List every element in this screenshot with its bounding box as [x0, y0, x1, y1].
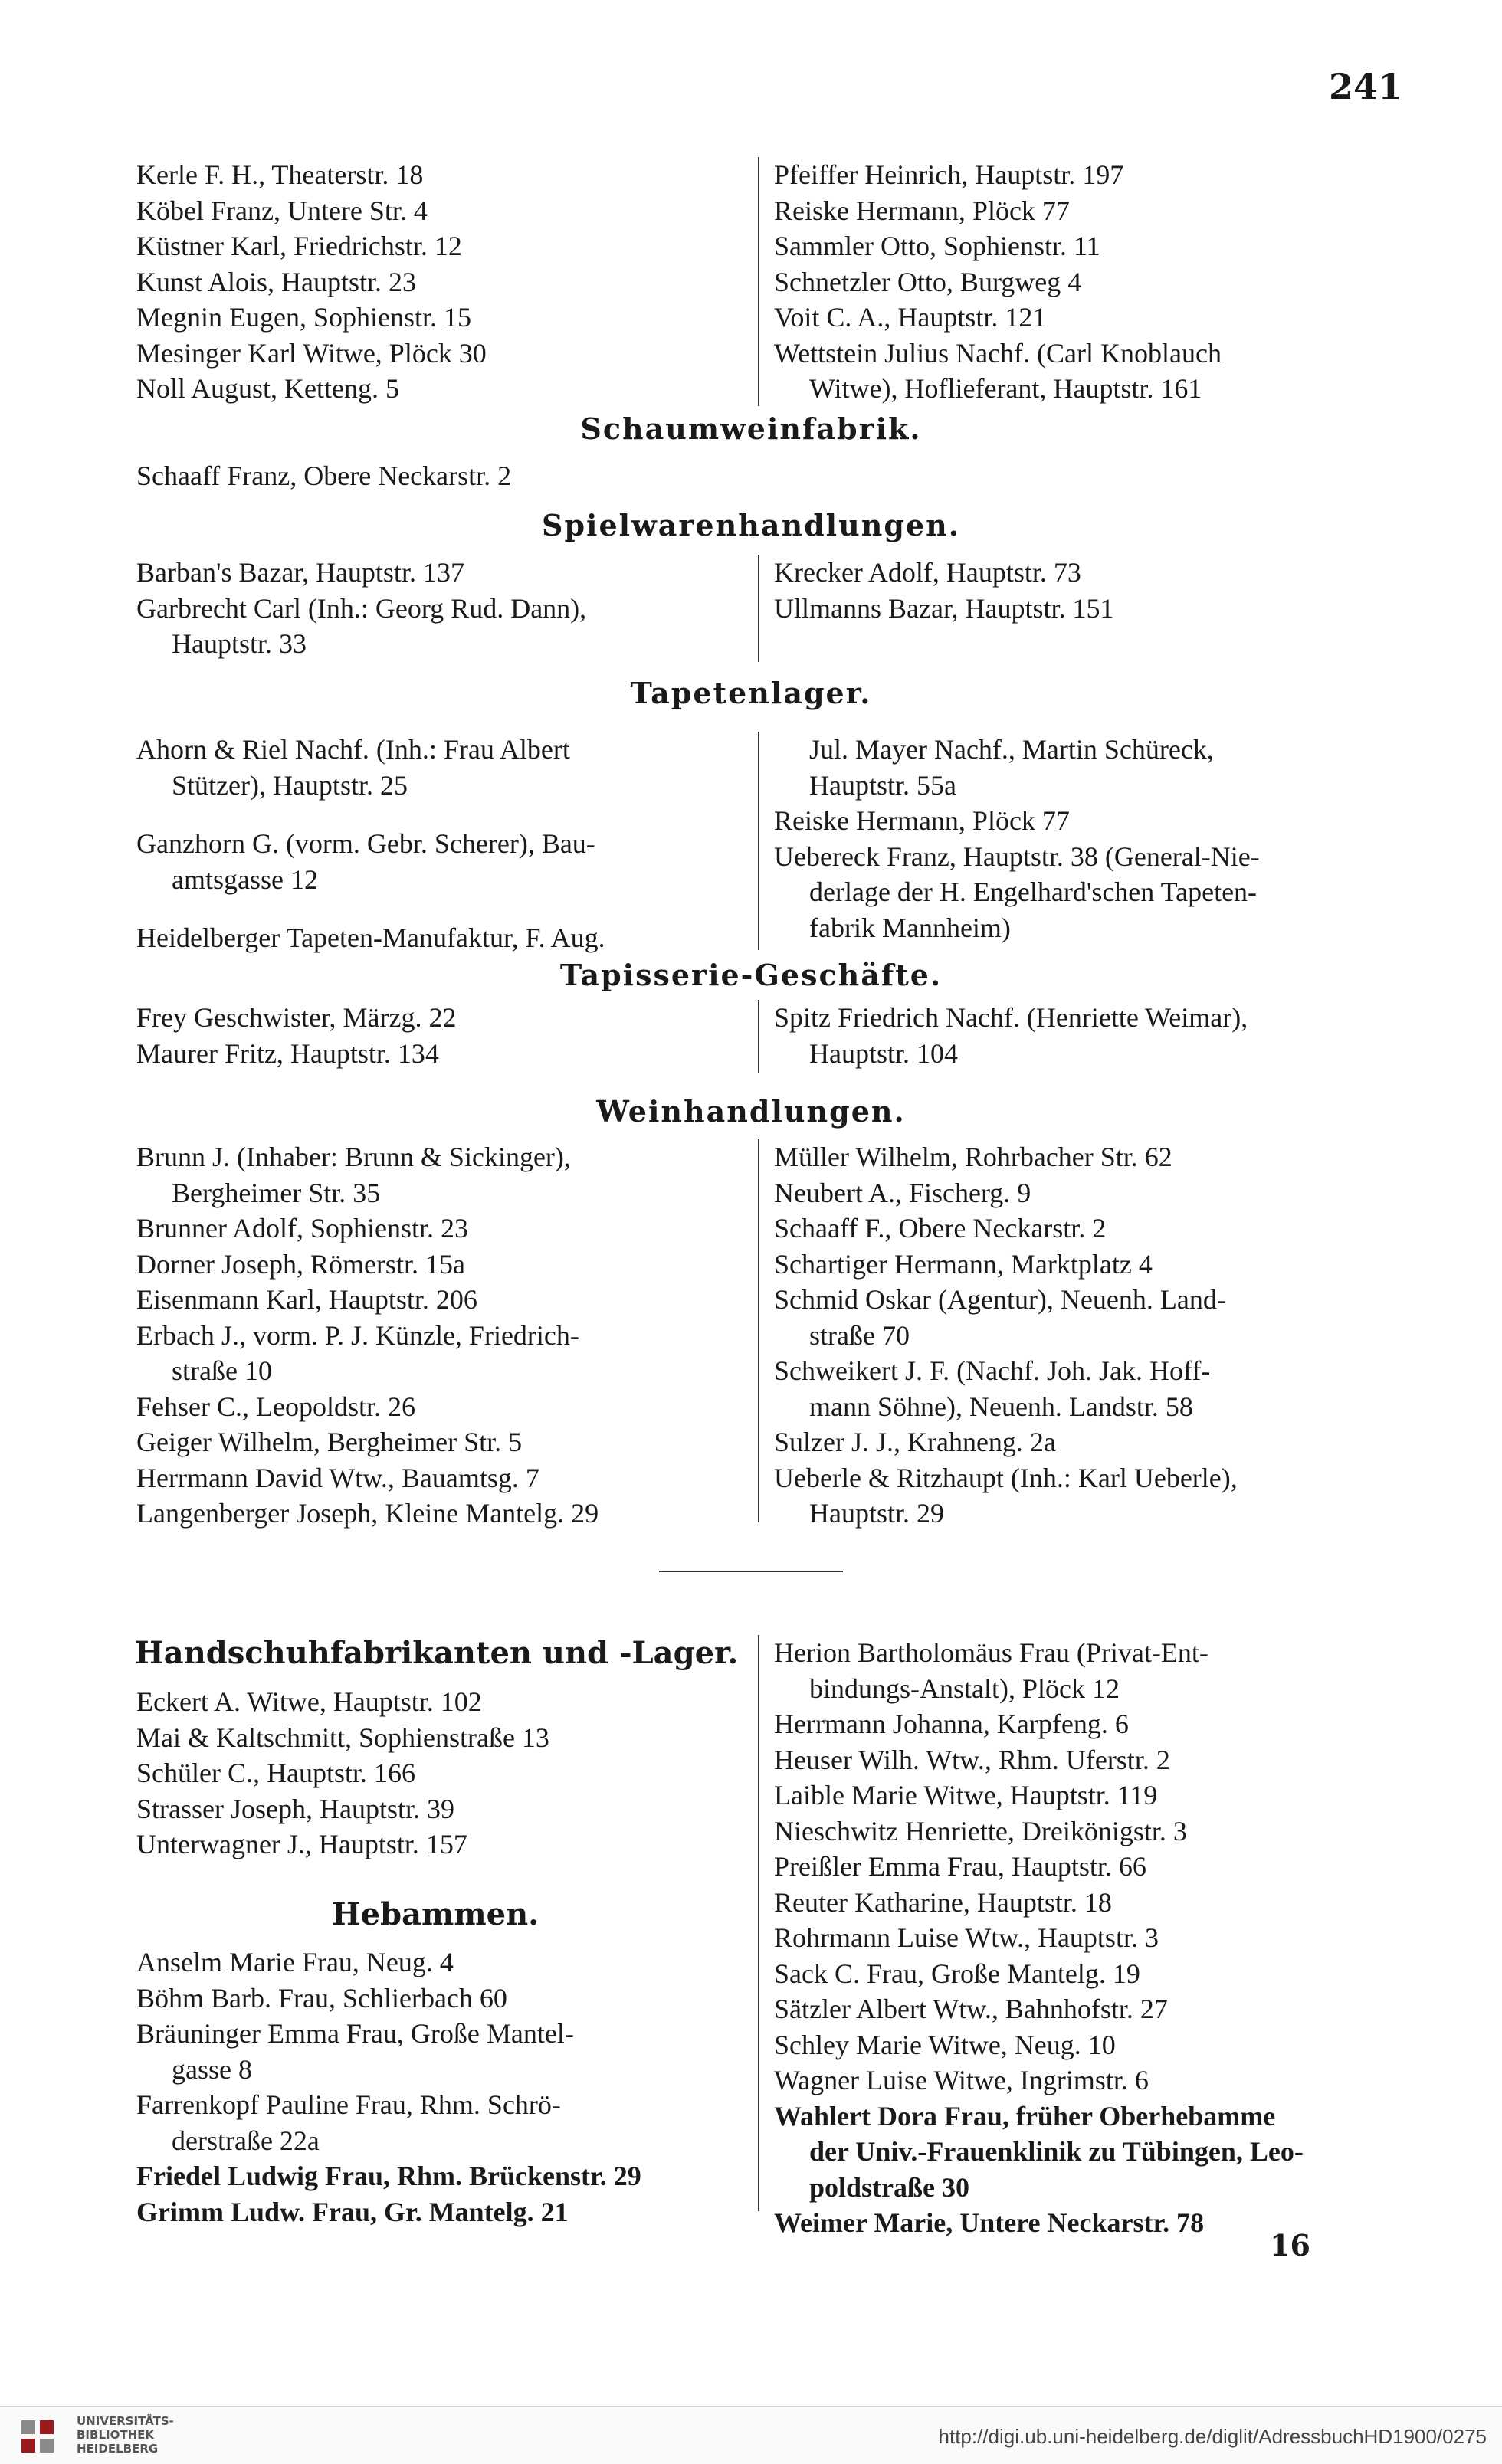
list-item: poldstraße 30: [809, 2171, 970, 2203]
list-item: Weimer Marie, Untere Neckarstr. 78: [774, 2207, 1205, 2238]
wein-right: [774, 1139, 1410, 1532]
section-heading-hebammen: Hebammen.: [331, 1896, 539, 1932]
list-item: Brunner Adolf, Sophienstr. 23: [136, 1213, 468, 1243]
schaumwein-list: [136, 458, 749, 494]
list-item: Fehser C., Leopoldstr. 26: [136, 1391, 415, 1422]
handschuh-list: [136, 1684, 749, 1863]
list-item: Frey Geschwister, Märzg. 22: [136, 1002, 457, 1033]
tapisserie-left: [136, 1000, 749, 1071]
list-item: Schley Marie Witwe, Neug. 10: [774, 2029, 1116, 2060]
list-item: Schnetzler Otto, Burgweg 4: [774, 266, 1082, 297]
top-list-left: [136, 157, 749, 407]
tapeten-right: [774, 732, 1410, 945]
list-item: Küstner Karl, Friedrichstr. 12: [136, 231, 462, 261]
section-heading-schaumwein: Schaumweinfabrik.: [580, 411, 922, 446]
list-item: Eckert A. Witwe, Hauptstr. 102: [136, 1686, 482, 1717]
list-item: Wahlert Dora Frau, früher Oberhebamme: [774, 2100, 1276, 2131]
list-item: fabrik Mannheim): [809, 912, 1011, 943]
list-item: Reuter Katharine, Hauptstr. 18: [774, 1886, 1112, 1918]
list-item: Farrenkopf Pauline Frau, Rhm. Schrö-: [136, 2089, 561, 2120]
list-item: Schartiger Hermann, Marktplatz 4: [774, 1248, 1153, 1280]
list-item: amtsgasse 12: [172, 863, 318, 895]
list-item: Hauptstr. 29: [809, 1498, 944, 1529]
source-url-link[interactable]: http://digi.ub.uni-heidelberg.de/diglit/AdressbuchHD1900/0275: [938, 2425, 1487, 2448]
list-item: Ahorn & Riel Nachf. (Inh.: Frau Albert: [136, 734, 570, 765]
list-item: Hauptstr. 33: [172, 628, 307, 659]
logo-line: UNIVERSITÄTS-: [77, 2414, 174, 2428]
section-heading-wein: Weinhandlungen.: [596, 1094, 906, 1129]
list-item: gasse 8: [172, 2053, 252, 2085]
list-item: Ueberle & Ritzhaupt (Inh.: Karl Ueberle),: [774, 1462, 1238, 1493]
list-item: Schweikert J. F. (Nachf. Joh. Jak. Hoff-: [774, 1355, 1211, 1386]
list-item: derlage der H. Engelhard'schen Tapeten-: [809, 876, 1258, 907]
list-item: Laible Marie Witwe, Hauptstr. 119: [774, 1780, 1158, 1810]
list-item: Unterwagner J., Hauptstr. 157: [136, 1829, 467, 1859]
list-item: Heidelberger Tapeten-Manufaktur, F. Aug.: [136, 922, 605, 953]
list-item: Dorner Joseph, Römerstr. 15a: [136, 1248, 465, 1280]
spielwaren-left: [136, 555, 749, 662]
list-item: Noll August, Ketteng. 5: [136, 373, 399, 404]
list-item: Schmid Oskar (Agentur), Neuenh. Land-: [774, 1284, 1226, 1315]
spielwaren-right: [774, 555, 1410, 626]
column-divider: [758, 555, 759, 662]
list-item: Megnin Eugen, Sophienstr. 15: [136, 302, 471, 333]
list-item: Bräuninger Emma Frau, Große Mantel-: [136, 2018, 574, 2049]
section-heading-tapisserie: Tapisserie-Geschäfte.: [559, 958, 943, 992]
hebammen-right: [774, 1635, 1410, 2241]
list-item: Brunn J. (Inhaber: Brunn & Sickinger),: [136, 1142, 571, 1172]
column-divider: [758, 1139, 759, 1522]
list-item: Barban's Bazar, Hauptstr. 137: [136, 557, 464, 588]
list-item: Wettstein Julius Nachf. (Carl Knoblauch: [774, 337, 1222, 369]
list-item: Voit C. A., Hauptstr. 121: [774, 302, 1047, 333]
list-item: Strasser Joseph, Hauptstr. 39: [136, 1793, 454, 1824]
list-item: bindungs-Anstalt), Plöck 12: [809, 1673, 1120, 1704]
list-item: Heuser Wilh. Wtw., Rhm. Uferstr. 2: [774, 1744, 1170, 1775]
column-divider: [758, 1000, 759, 1073]
list-item: Erbach J., vorm. P. J. Künzle, Friedrich-: [136, 1319, 579, 1351]
column-divider: [758, 1635, 759, 2211]
list-item: Nieschwitz Henriette, Dreikönigstr. 3: [774, 1815, 1187, 1846]
list-item: Spitz Friedrich Nachf. (Henriette Weimar),: [774, 1002, 1248, 1033]
list-item: Jul. Mayer Nachf., Martin Schüreck,: [809, 734, 1214, 765]
list-item: Rohrmann Luise Wtw., Hauptstr. 3: [774, 1922, 1159, 1953]
list-item: Geiger Wilhelm, Bergheimer Str. 5: [136, 1427, 523, 1457]
list-item: Köbel Franz, Untere Str. 4: [136, 195, 428, 226]
list-item: Kerle F. H., Theaterstr. 18: [136, 159, 424, 190]
list-item: Sätzler Albert Wtw., Bahnhofstr. 27: [774, 1994, 1168, 2024]
section-heading-tapeten: Tapetenlager.: [630, 676, 872, 710]
list-item: Herrmann Johanna, Karpfeng. 6: [774, 1709, 1129, 1739]
list-item: Preißler Emma Frau, Hauptstr. 66: [774, 1851, 1146, 1882]
list-item: Hauptstr. 55a: [809, 769, 956, 801]
list-item: Ganzhorn G. (vorm. Gebr. Scherer), Bau-: [136, 828, 595, 859]
list-item: Grimm Ludw. Frau, Gr. Mantelg. 21: [136, 2196, 569, 2227]
library-logo-text: [77, 2414, 174, 2456]
library-logo-icon: [17, 2416, 60, 2459]
list-item: Langenberger Joseph, Kleine Mantelg. 29: [136, 1498, 599, 1529]
list-item: Friedel Ludwig Frau, Rhm. Brückenstr. 29: [136, 2161, 641, 2191]
top-list-right: [774, 157, 1410, 407]
logo-line: HEIDELBERG: [77, 2442, 159, 2456]
section-heading-handschuh: Handschuhfabrikanten und -Lager.: [135, 1635, 739, 1671]
list-item: Maurer Fritz, Hauptstr. 134: [136, 1037, 439, 1069]
list-item: straße 10: [172, 1355, 272, 1386]
column-divider: [758, 157, 759, 406]
section-heading-spielwaren: Spielwarenhandlungen.: [542, 508, 960, 542]
list-item: Reiske Hermann, Plöck 77: [774, 805, 1070, 836]
tapisserie-right: [774, 1000, 1410, 1071]
list-item: Herrmann David Wtw., Bauamtsg. 7: [136, 1462, 539, 1493]
list-item: Anselm Marie Frau, Neug. 4: [136, 1947, 454, 1977]
list-item: Pfeiffer Heinrich, Hauptstr. 197: [774, 159, 1124, 190]
list-item: Krecker Adolf, Hauptstr. 73: [774, 557, 1081, 588]
column-divider: [758, 732, 759, 950]
list-item: Ullmanns Bazar, Hauptstr. 151: [774, 592, 1114, 624]
list-item: Schaaff Franz, Obere Neckarstr. 2: [136, 460, 512, 491]
list-item: Böhm Barb. Frau, Schlierbach 60: [136, 1982, 507, 2013]
list-item: Reiske Hermann, Plöck 77: [774, 195, 1070, 226]
section-separator: [659, 1571, 843, 1572]
list-item: Müller Wilhelm, Rohrbacher Str. 62: [774, 1142, 1172, 1172]
list-item: Sack C. Frau, Große Mantelg. 19: [774, 1958, 1140, 1989]
list-item: Garbrecht Carl (Inh.: Georg Rud. Dann),: [136, 592, 587, 624]
wein-left: [136, 1139, 749, 1532]
list-item: Mai & Kaltschmitt, Sophienstraße 13: [136, 1722, 549, 1753]
logo-line: BIBLIOTHEK: [77, 2428, 154, 2442]
page-number: 241: [1328, 66, 1402, 107]
list-item: Uebereck Franz, Hauptstr. 38 (General-Nie-: [774, 840, 1260, 872]
tapeten-left: [136, 732, 749, 956]
list-item: derstraße 22a: [172, 2125, 320, 2156]
list-item: Stützer), Hauptstr. 25: [172, 769, 408, 801]
list-item: Schüler C., Hauptstr. 166: [136, 1758, 415, 1788]
footer-bar: [0, 2406, 1502, 2464]
list-item: Sulzer J. J., Krahneng. 2a: [774, 1427, 1056, 1457]
signature-number: 16: [1270, 2228, 1310, 2262]
list-item: Herion Bartholomäus Frau (Privat-Ent-: [774, 1637, 1208, 1668]
list-item: Kunst Alois, Hauptstr. 23: [136, 266, 417, 297]
list-item: Hauptstr. 104: [809, 1037, 958, 1069]
list-item: Eisenmann Karl, Hauptstr. 206: [136, 1284, 477, 1315]
list-item: straße 70: [809, 1319, 910, 1351]
list-item: Sammler Otto, Sophienstr. 11: [774, 231, 1100, 261]
list-item: Neubert A., Fischerg. 9: [774, 1177, 1031, 1208]
list-item: Schaaff F., Obere Neckarstr. 2: [774, 1213, 1107, 1243]
list-item: mann Söhne), Neuenh. Landstr. 58: [809, 1391, 1193, 1422]
list-item: Mesinger Karl Witwe, Plöck 30: [136, 337, 487, 369]
list-item: Witwe), Hoflieferant, Hauptstr. 161: [809, 373, 1202, 404]
list-item: der Univ.-Frauenklinik zu Tübingen, Leo-: [809, 2136, 1304, 2167]
hebammen-left: [136, 1945, 749, 2230]
list-item: Wagner Luise Witwe, Ingrimstr. 6: [774, 2065, 1149, 2095]
list-item: Bergheimer Str. 35: [172, 1177, 381, 1208]
